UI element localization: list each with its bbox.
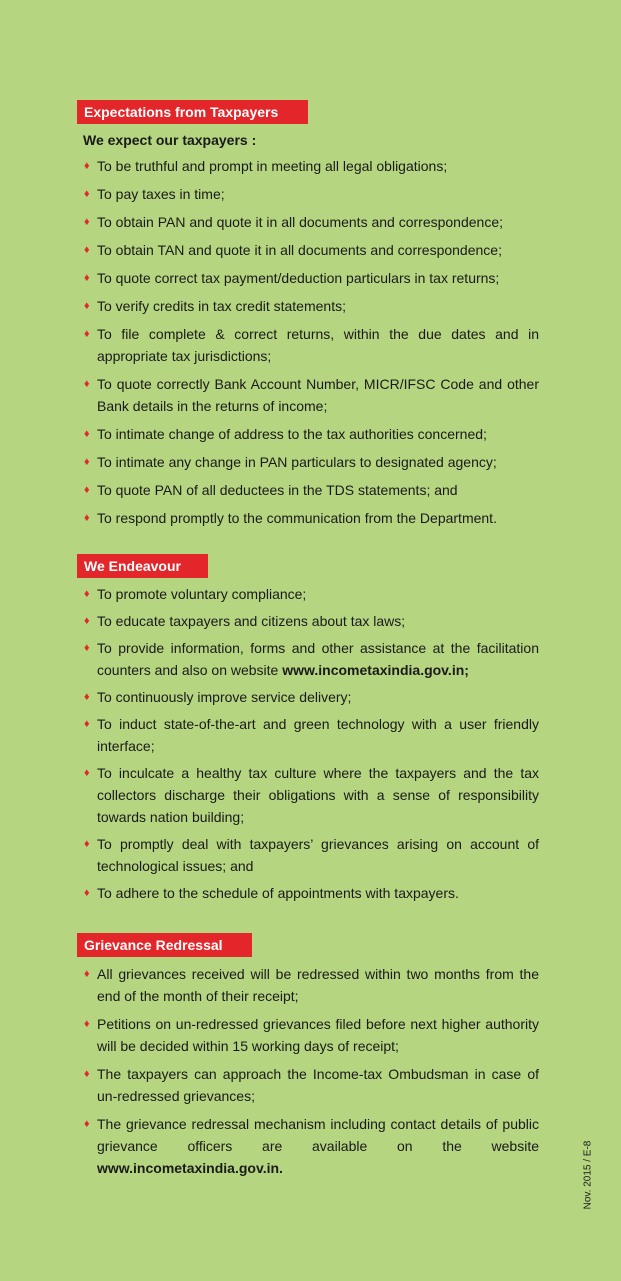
list-item	[77, 323, 539, 367]
list-item	[77, 373, 539, 417]
list-item-text: To induct state-of-the-art and green technology with a user friendly interface;	[97, 716, 539, 754]
bullet-icon: ♦	[84, 838, 90, 850]
section-header-grievance: Grievance Redressal	[77, 933, 252, 957]
list-item	[77, 610, 539, 632]
list-item-text: To quote PAN of all deductees in the TDS statements; and	[97, 482, 458, 498]
bullet-icon: ♦	[84, 1118, 90, 1130]
list-item-text: To promptly deal with taxpayers’ grievances arising on account of technological issues; and	[97, 836, 539, 874]
endeavour-list	[77, 583, 539, 904]
list-item-text: To verify credits in tax credit statements;	[97, 298, 346, 314]
list-item-text: To pay taxes in time;	[97, 186, 225, 202]
list-item-text: To intimate any change in PAN particulars to designated agency;	[97, 454, 497, 470]
section-header-expectations: Expectations from Taxpayers	[77, 100, 308, 124]
bullet-icon: ♦	[84, 216, 90, 228]
bullet-icon: ♦	[84, 968, 90, 980]
list-item	[77, 833, 539, 877]
list-item-text: To obtain PAN and quote it in all documents and correspondence;	[97, 214, 503, 230]
bullet-icon: ♦	[84, 188, 90, 200]
bullet-icon: ♦	[84, 272, 90, 284]
list-item-text: To quote correctly Bank Account Number, MICR/IFSC Code and other Bank details in the returns of income;	[97, 376, 539, 414]
list-item-text: To promote voluntary compliance;	[97, 586, 307, 602]
list-item-text: The grievance redressal mechanism including contact details of public grievance officers are available on the website	[97, 1116, 539, 1154]
list-item-text: To provide information, forms and other assistance at the facilitation counters and also on website	[97, 640, 539, 678]
endeavour-section	[77, 554, 539, 904]
list-item-text: To respond promptly to the communication from the Department.	[97, 510, 497, 526]
list-item-text: Petitions on un-redressed grievances filed before next higher authority will be decided within 15 working days of receipt;	[97, 1016, 539, 1054]
list-item	[77, 637, 539, 681]
bullet-icon: ♦	[84, 328, 90, 340]
list-item	[77, 183, 539, 205]
bullet-icon: ♦	[84, 1018, 90, 1030]
list-item-text: To inculcate a healthy tax culture where the taxpayers and the tax collectors discharge their obligations with a sense of responsibility towards nation building;	[97, 765, 539, 825]
list-item-text: To obtain TAN and quote it in all documents and correspondence;	[97, 242, 502, 258]
list-item	[77, 686, 539, 708]
grievance-section	[77, 933, 539, 1179]
document-code: Nov. 2015 / E-8	[582, 1140, 594, 1210]
list-item	[77, 267, 539, 289]
list-item-text: To be truthful and prompt in meeting all legal obligations;	[97, 158, 448, 174]
bullet-icon: ♦	[84, 588, 90, 600]
bullet-icon: ♦	[84, 887, 90, 899]
bullet-icon: ♦	[84, 512, 90, 524]
list-item-text: To intimate change of address to the tax authorities concerned;	[97, 426, 487, 442]
bullet-icon: ♦	[84, 718, 90, 730]
list-item	[77, 239, 539, 261]
bullet-icon: ♦	[84, 615, 90, 627]
list-item	[77, 451, 539, 473]
list-item-text: To quote correct tax payment/deduction particulars in tax returns;	[97, 270, 500, 286]
list-item	[77, 713, 539, 757]
list-item-text: All grievances received will be redressed within two months from the end of the month of their receipt;	[97, 966, 539, 1004]
bullet-icon: ♦	[84, 160, 90, 172]
bullet-icon: ♦	[84, 428, 90, 440]
list-item	[77, 963, 539, 1007]
website-link[interactable]: www.incometaxindia.gov.in.	[97, 1160, 283, 1176]
list-item	[77, 479, 539, 501]
list-item-text: To continuously improve service delivery;	[97, 689, 352, 705]
list-item-text: The taxpayers can approach the Income-tax Ombudsman in case of un-redressed grievances;	[97, 1066, 539, 1104]
bullet-icon: ♦	[84, 456, 90, 468]
bullet-icon: ♦	[84, 300, 90, 312]
list-item	[77, 882, 539, 904]
expectations-list	[77, 155, 539, 529]
list-item	[77, 1113, 539, 1179]
list-item	[77, 211, 539, 233]
list-item	[77, 155, 539, 177]
list-item	[77, 1013, 539, 1057]
list-item	[77, 583, 539, 605]
list-item	[77, 295, 539, 317]
bullet-icon: ♦	[84, 484, 90, 496]
expectations-section	[77, 100, 539, 529]
list-item-text: To educate taxpayers and citizens about tax laws;	[97, 613, 406, 629]
list-item	[77, 762, 539, 828]
list-item	[77, 423, 539, 445]
bullet-icon: ♦	[84, 767, 90, 779]
list-item	[77, 1063, 539, 1107]
website-link[interactable]: www.incometaxindia.gov.in;	[282, 662, 469, 678]
list-item-text: To adhere to the schedule of appointments with taxpayers.	[97, 885, 459, 901]
bullet-icon: ♦	[84, 244, 90, 256]
bullet-icon: ♦	[84, 378, 90, 390]
bullet-icon: ♦	[84, 642, 90, 654]
bullet-icon: ♦	[84, 1068, 90, 1080]
list-item-text: To file complete & correct returns, within the due dates and in appropriate tax jurisdictions;	[97, 326, 539, 364]
grievance-list	[77, 963, 539, 1179]
list-item	[77, 507, 539, 529]
section-subtitle: We expect our taxpayers :	[83, 132, 257, 148]
section-header-endeavour: We Endeavour	[77, 554, 208, 578]
bullet-icon: ♦	[84, 691, 90, 703]
